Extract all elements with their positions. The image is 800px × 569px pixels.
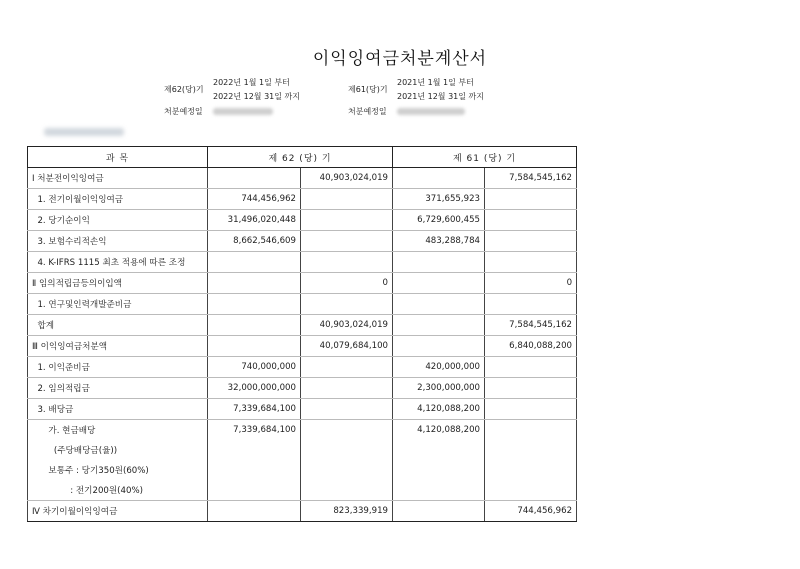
prior-total-cell: 6,840,088,200 <box>485 336 577 357</box>
row-label-cell: 2. 임의적립금 <box>28 378 208 399</box>
current-detail-cell <box>208 501 301 522</box>
row-label-cell: Ⅰ 처분전이익잉여금 <box>28 168 208 189</box>
current-detail-cell: 744,456,962 <box>208 189 301 210</box>
row-label-cell: Ⅳ 차기이월이익잉여금 <box>28 501 208 522</box>
prior-detail-cell: 4,120,088,200 <box>393 399 485 420</box>
prior-detail-cell <box>393 168 485 189</box>
prior-total-cell <box>485 420 577 441</box>
current-detail-cell: 31,496,020,448 <box>208 210 301 231</box>
current-total-cell <box>301 440 393 460</box>
current-detail-cell: 32,000,000,000 <box>208 378 301 399</box>
header-account: 과 목 <box>28 147 208 168</box>
company-name-redacted <box>44 128 124 136</box>
current-detail-cell: 7,339,684,100 <box>208 399 301 420</box>
table-row <box>28 440 577 460</box>
current-total-cell <box>301 399 393 420</box>
prior-detail-cell <box>393 480 485 501</box>
table-row <box>28 460 577 480</box>
retained-earnings-table <box>27 146 577 522</box>
table-row <box>28 210 577 231</box>
prior-detail-cell: 371,655,923 <box>393 189 485 210</box>
prior-total-cell <box>485 189 577 210</box>
table-row <box>28 315 577 336</box>
current-period-to: 2022년 12월 31일 까지 <box>213 92 300 101</box>
row-label-cell: 4. K-IFRS 1115 최초 적용에 따른 조정 <box>28 252 208 273</box>
row-label-cell: 1. 전기이월이익잉여금 <box>28 189 208 210</box>
current-detail-cell <box>208 460 301 480</box>
row-label-cell: 2. 당기순이익 <box>28 210 208 231</box>
row-label-cell: 3. 배당금 <box>28 399 208 420</box>
current-detail-cell <box>208 440 301 460</box>
prior-total-cell <box>485 294 577 315</box>
prior-total-cell <box>485 231 577 252</box>
current-detail-cell <box>208 273 301 294</box>
current-total-cell: 823,339,919 <box>301 501 393 522</box>
prior-detail-cell <box>393 294 485 315</box>
prior-total-cell <box>485 440 577 460</box>
row-label-cell: Ⅱ 임의적립금등의이입액 <box>28 273 208 294</box>
prior-total-cell: 7,584,545,162 <box>485 315 577 336</box>
row-label-cell: Ⅲ 이익잉여금처분액 <box>28 336 208 357</box>
row-label-cell: 보통주 : 당기350원(60%) <box>28 460 208 480</box>
table-row <box>28 189 577 210</box>
table-row <box>28 252 577 273</box>
prior-detail-cell: 420,000,000 <box>393 357 485 378</box>
current-total-cell: 40,903,024,019 <box>301 168 393 189</box>
header-current-period: 제 62 (당) 기 <box>208 147 393 168</box>
current-detail-cell <box>208 168 301 189</box>
prior-total-cell <box>485 399 577 420</box>
current-detail-cell: 740,000,000 <box>208 357 301 378</box>
prior-detail-cell: 6,729,600,455 <box>393 210 485 231</box>
current-detail-cell <box>208 336 301 357</box>
prior-period-to: 2021년 12월 31일 까지 <box>397 92 484 101</box>
table-row <box>28 357 577 378</box>
table-row <box>28 501 577 522</box>
prior-detail-cell: 2,300,000,000 <box>393 378 485 399</box>
row-label-cell: (주당배당금(율)) <box>28 440 208 460</box>
prior-detail-cell: 483,288,784 <box>393 231 485 252</box>
header-prior-period: 제 61 (당) 기 <box>393 147 577 168</box>
prior-detail-cell <box>393 273 485 294</box>
prior-period-label: 제61(당)기 <box>348 85 388 94</box>
table-row <box>28 168 577 189</box>
current-detail-cell <box>208 315 301 336</box>
current-total-cell <box>301 189 393 210</box>
current-total-cell <box>301 357 393 378</box>
table-header-row <box>28 147 577 168</box>
current-period-label: 제62(당)기 <box>164 85 204 94</box>
table-row <box>28 399 577 420</box>
row-label-cell: 가. 현금배당 <box>28 420 208 441</box>
row-label-cell: 1. 연구및인력개발준비금 <box>28 294 208 315</box>
current-total-cell <box>301 210 393 231</box>
current-total-cell <box>301 480 393 501</box>
prior-detail-cell <box>393 460 485 480</box>
disposal-date-label: 처분예정일 <box>164 107 203 116</box>
prior-disposal-date-label: 처분예정일 <box>348 107 387 116</box>
current-total-cell <box>301 378 393 399</box>
prior-total-cell: 0 <box>485 273 577 294</box>
current-total-cell: 0 <box>301 273 393 294</box>
prior-total-cell <box>485 357 577 378</box>
prior-detail-cell <box>393 336 485 357</box>
table-row <box>28 336 577 357</box>
table-row <box>28 420 577 441</box>
prior-period-from: 2021년 1월 1일 부터 <box>397 78 474 87</box>
disposal-date-redacted <box>213 108 273 115</box>
prior-total-cell <box>485 378 577 399</box>
current-detail-cell <box>208 480 301 501</box>
current-total-cell: 40,079,684,100 <box>301 336 393 357</box>
current-detail-cell <box>208 294 301 315</box>
row-label-cell: 1. 이익준비금 <box>28 357 208 378</box>
table-row <box>28 378 577 399</box>
prior-total-cell <box>485 210 577 231</box>
current-total-cell: 40,903,024,019 <box>301 315 393 336</box>
prior-detail-cell <box>393 440 485 460</box>
prior-total-cell <box>485 460 577 480</box>
table-row <box>28 231 577 252</box>
row-label-cell: 3. 보험수리적손익 <box>28 231 208 252</box>
current-total-cell <box>301 231 393 252</box>
prior-total-cell <box>485 480 577 501</box>
prior-detail-cell <box>393 252 485 273</box>
prior-detail-cell <box>393 501 485 522</box>
row-label-cell: 합계 <box>28 315 208 336</box>
prior-total-cell: 744,456,962 <box>485 501 577 522</box>
prior-total-cell: 7,584,545,162 <box>485 168 577 189</box>
row-label-cell: : 전기200원(40%) <box>28 480 208 501</box>
current-period-from: 2022년 1월 1일 부터 <box>213 78 290 87</box>
current-total-cell <box>301 252 393 273</box>
table-row <box>28 480 577 501</box>
current-detail-cell: 7,339,684,100 <box>208 420 301 441</box>
prior-total-cell <box>485 252 577 273</box>
current-detail-cell: 8,662,546,609 <box>208 231 301 252</box>
prior-detail-cell <box>393 315 485 336</box>
prior-disposal-date-redacted <box>397 108 465 115</box>
current-detail-cell <box>208 252 301 273</box>
current-total-cell <box>301 460 393 480</box>
current-total-cell <box>301 294 393 315</box>
table-row <box>28 294 577 315</box>
prior-detail-cell: 4,120,088,200 <box>393 420 485 441</box>
current-total-cell <box>301 420 393 441</box>
table-row <box>28 273 577 294</box>
statement-title: 이익잉여금처분계산서 <box>312 49 488 69</box>
